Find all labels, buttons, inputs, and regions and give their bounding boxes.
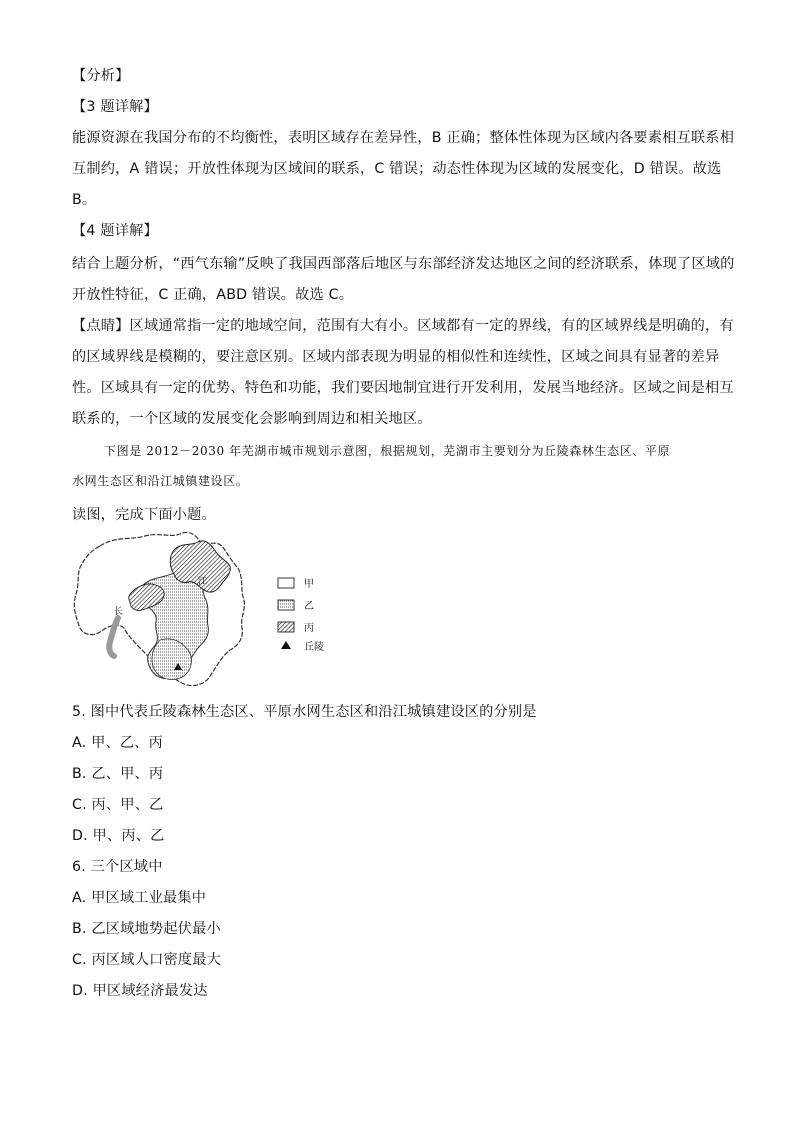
tip-line-1: 【点睛】区域通常指一定的地域空间，范围有大有小。区域都有一定的界线，有的区域界线是明确的，有 xyxy=(72,318,734,334)
tip-line-4: 联系的，一个区域的发展变化会影响到周边和相关地区。 xyxy=(72,411,432,427)
q6-option-c[interactable]: C. 丙区域人口密度最大 xyxy=(72,952,222,968)
intro-line-2: 水网生态区和沿江城镇建设区。 xyxy=(72,474,249,488)
q3-line-3: B。 xyxy=(72,192,97,208)
label-jiang: 江 xyxy=(198,577,208,587)
q5-option-b[interactable]: B. 乙、甲、丙 xyxy=(72,766,164,782)
map-legend xyxy=(278,578,324,653)
legend-bing: 丙 xyxy=(304,623,314,634)
q5-stem: 5. 图中代表丘陵森林生态区、平原水网生态区和沿江城镇建设区的分别是 xyxy=(72,704,537,720)
q5-option-a[interactable]: A. 甲、乙、丙 xyxy=(72,735,164,751)
legend-yi: 乙 xyxy=(304,601,314,612)
q5-option-c[interactable]: C. 丙、甲、乙 xyxy=(72,797,164,813)
q6-option-a[interactable]: A. 甲区域工业最集中 xyxy=(72,890,207,906)
tip-line-2: 的区域界线是模糊的，要注意区别。区域内部表现为明显的相似性和连续性，区域之间具有显著的差异 xyxy=(72,349,720,365)
q6-stem: 6. 三个区域中 xyxy=(72,859,163,875)
wuhu-planning-map xyxy=(70,528,360,696)
q4-line-1: 结合上题分析，“西气东输”反映了我国西部落后地区与东部经济发达地区之间的经济联系，体现了区域的 xyxy=(72,256,735,272)
instruction: 读图，完成下面小题。 xyxy=(72,507,216,523)
intro-line-1: 下图是 2012－2030 年芜湖市城市规划示意图，根据规划，芜湖市主要划分为丘陵森林生态区、平原 xyxy=(104,444,671,458)
q3-line-1: 能源资源在我国分布的不均衡性，表明区域存在差异性，B 正确；整体性体现为区域内各要素相互联系相 xyxy=(72,130,735,146)
q5-option-d[interactable]: D. 甲、丙、乙 xyxy=(72,828,165,844)
legend-hill: 丘陵 xyxy=(304,642,324,653)
q6-option-d[interactable]: D. 甲区域经济最发达 xyxy=(72,983,208,999)
q6-option-b[interactable]: B. 乙区域地势起伏最小 xyxy=(72,921,221,937)
q3-heading: 【3 题详解】 xyxy=(72,99,158,115)
tip-line-3: 性。区域具有一定的优势、特色和功能，我们要因地制宜进行开发利用，发展当地经济。区域之间是相互 xyxy=(72,380,734,396)
analysis-heading: 【分析】 xyxy=(72,68,130,84)
q3-line-2: 互制约，A 错误；开放性体现为区域间的联系，C 错误；动态性体现为区域的发展变化，D 错误。故选 xyxy=(72,161,722,177)
q4-heading: 【4 题详解】 xyxy=(72,223,158,239)
label-chang: 长 xyxy=(114,607,124,617)
legend-jia: 甲 xyxy=(304,579,314,590)
q4-line-2: 开放性特征，C 正确，ABD 错误。故选 C。 xyxy=(72,287,354,303)
